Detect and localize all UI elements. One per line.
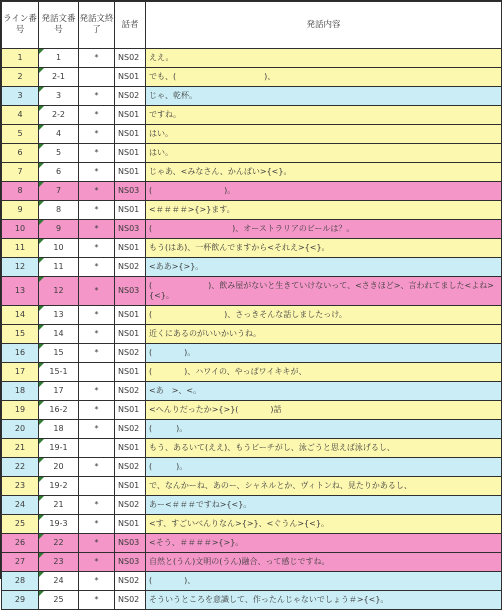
- utterance-content-cell: ですね。: [146, 106, 502, 125]
- line-number-cell: 24: [2, 496, 39, 515]
- speaker-cell: NS03: [115, 553, 146, 572]
- utterance-content-cell: <＃＃＃＃>{>}ます。: [146, 201, 502, 220]
- utterance-number-cell: [39, 49, 79, 68]
- utterance-number-text: 3: [55, 91, 62, 100]
- speaker-cell: NS01: [115, 144, 146, 163]
- utterance-content-cell: ( )、ハワイの、やっぱワイキキが、: [146, 363, 502, 382]
- cell-comment-marker-icon: [39, 420, 44, 425]
- utterance-end-cell: *: [79, 420, 115, 439]
- header-utterance-number: 発話文番号: [39, 2, 79, 49]
- utterance-content-cell: ( )。: [146, 420, 502, 439]
- utterance-number-cell: [39, 325, 79, 344]
- cell-comment-marker-icon: [39, 68, 44, 73]
- utterance-end-cell: *: [79, 572, 115, 591]
- utterance-number-text: 18: [53, 424, 64, 433]
- line-number-cell: 8: [2, 182, 39, 201]
- line-number-cell: 23: [2, 477, 39, 496]
- table-row: [2, 239, 502, 258]
- header-row: [2, 2, 502, 49]
- cell-comment-marker-icon: [39, 439, 44, 444]
- utterance-number-text: 23: [53, 557, 64, 566]
- table-row: [2, 439, 502, 458]
- table-row: [2, 68, 502, 87]
- utterance-number-text: 4: [55, 129, 62, 138]
- utterance-number-text: 22: [53, 538, 64, 547]
- utterance-end-cell: [79, 477, 115, 496]
- utterance-number-text: 19-2: [49, 481, 68, 490]
- table-row: [2, 382, 502, 401]
- utterance-number-cell: [39, 258, 79, 277]
- utterance-end-cell: *: [79, 182, 115, 201]
- line-number-cell: 14: [2, 306, 39, 325]
- utterance-content-cell: ( )。: [146, 182, 502, 201]
- utterance-end-cell: *: [79, 553, 115, 572]
- cell-comment-marker-icon: [39, 163, 44, 168]
- utterance-number-text: 20: [53, 462, 64, 471]
- utterance-number-cell: [39, 68, 79, 87]
- line-number-cell: 11: [2, 239, 39, 258]
- utterance-end-cell: *: [79, 344, 115, 363]
- speaker-cell: NS03: [115, 277, 146, 306]
- table-row: [2, 363, 502, 382]
- utterance-number-text: 2-1: [51, 72, 66, 81]
- utterance-number-cell: [39, 591, 79, 610]
- speaker-cell: NS01: [115, 439, 146, 458]
- utterance-number-cell: [39, 515, 79, 534]
- cell-comment-marker-icon: [39, 401, 44, 406]
- utterance-number-text: 1: [55, 53, 62, 62]
- line-number-cell: 4: [2, 106, 39, 125]
- table-row: [2, 201, 502, 220]
- line-number-cell: 10: [2, 220, 39, 239]
- utterance-end-cell: *: [79, 306, 115, 325]
- speaker-cell: NS01: [115, 401, 146, 420]
- utterance-end-cell: *: [79, 325, 115, 344]
- cell-comment-marker-icon: [39, 239, 44, 244]
- table-row: [2, 515, 502, 534]
- line-number-cell: 21: [2, 439, 39, 458]
- utterance-number-text: 12: [53, 286, 64, 295]
- utterance-content-cell: はい。: [146, 144, 502, 163]
- table-row: [2, 496, 502, 515]
- utterance-content-cell: ( )、さっきそんな話しましたっけ。: [146, 306, 502, 325]
- utterance-number-text: 21: [53, 500, 64, 509]
- line-number-cell: 3: [2, 87, 39, 106]
- table-row: [2, 477, 502, 496]
- cell-comment-marker-icon: [39, 458, 44, 463]
- utterance-end-cell: *: [79, 220, 115, 239]
- utterance-content-cell: でも、( )、: [146, 68, 502, 87]
- utterance-number-text: 19-1: [49, 443, 68, 452]
- table-body: [2, 49, 502, 610]
- line-number-cell: 19: [2, 401, 39, 420]
- cell-comment-marker-icon: [39, 496, 44, 501]
- utterance-content-cell: 近くにあるのがいいかいうね。: [146, 325, 502, 344]
- table-row: [2, 534, 502, 553]
- utterance-number-cell: [39, 496, 79, 515]
- line-number-cell: 17: [2, 363, 39, 382]
- line-number-cell: 12: [2, 258, 39, 277]
- utterance-number-text: 14: [53, 329, 64, 338]
- line-number-cell: 16: [2, 344, 39, 363]
- table-row: [2, 420, 502, 439]
- line-number-cell: 25: [2, 515, 39, 534]
- line-number-cell: 13: [2, 277, 39, 306]
- utterance-end-cell: [79, 363, 115, 382]
- cell-comment-marker-icon: [39, 201, 44, 206]
- cell-comment-marker-icon: [39, 220, 44, 225]
- speaker-cell: NS01: [115, 325, 146, 344]
- utterance-end-cell: *: [79, 201, 115, 220]
- line-number-cell: 6: [2, 144, 39, 163]
- cell-comment-marker-icon: [39, 382, 44, 387]
- utterance-number-cell: [39, 306, 79, 325]
- cell-comment-marker-icon: [39, 572, 44, 577]
- utterance-content-cell: そういうところを意識して、作ったんじゃないでしょう＃>{<}。: [146, 591, 502, 610]
- utterance-end-cell: *: [79, 125, 115, 144]
- utterance-end-cell: *: [79, 458, 115, 477]
- cell-comment-marker-icon: [39, 49, 44, 54]
- cell-comment-marker-icon: [39, 477, 44, 482]
- line-number-cell: 1: [2, 49, 39, 68]
- utterance-number-cell: [39, 239, 79, 258]
- utterance-number-text: 11: [53, 262, 64, 271]
- utterance-number-cell: [39, 363, 79, 382]
- utterance-end-cell: *: [79, 144, 115, 163]
- utterance-number-cell: [39, 87, 79, 106]
- utterance-end-cell: *: [79, 239, 115, 258]
- utterance-content-cell: ええ。: [146, 49, 502, 68]
- utterance-end-cell: *: [79, 591, 115, 610]
- utterance-number-cell: [39, 344, 79, 363]
- cell-comment-marker-icon: [39, 534, 44, 539]
- line-number-cell: 26: [2, 534, 39, 553]
- table-row: [2, 87, 502, 106]
- utterance-number-cell: [39, 534, 79, 553]
- utterance-content-cell: ( )。: [146, 344, 502, 363]
- cell-comment-marker-icon: [39, 144, 44, 149]
- utterance-number-cell: [39, 163, 79, 182]
- utterance-content-cell: ( )、飲み屋がないと生きていけないって、<さきほど>、言われてました<よね>{<}。: [146, 277, 502, 306]
- cell-comment-marker-icon: [39, 182, 44, 187]
- utterance-number-text: 16-2: [49, 405, 68, 414]
- utterance-content-cell: じゃ、乾杯。: [146, 87, 502, 106]
- utterance-number-text: 24: [53, 576, 64, 585]
- header-line-number: ライン番号: [2, 2, 39, 49]
- speaker-cell: NS01: [115, 125, 146, 144]
- cell-comment-marker-icon: [39, 591, 44, 596]
- line-number-cell: 15: [2, 325, 39, 344]
- speaker-cell: NS02: [115, 420, 146, 439]
- speaker-cell: NS03: [115, 534, 146, 553]
- table-header: [2, 2, 502, 49]
- speaker-cell: NS01: [115, 239, 146, 258]
- line-number-cell: 29: [2, 591, 39, 610]
- speaker-cell: NS02: [115, 572, 146, 591]
- utterance-number-text: 15-1: [49, 367, 68, 376]
- utterance-number-text: 15: [53, 348, 64, 357]
- table-row: [2, 49, 502, 68]
- utterance-content-cell: で、なんかーね、あのー、シャネルとか、ヴィトンね、見たりかあるし、: [146, 477, 502, 496]
- table-row: [2, 106, 502, 125]
- utterance-content-cell: <そう、＃＃＃＃>{>}。: [146, 534, 502, 553]
- speaker-cell: NS02: [115, 344, 146, 363]
- cell-comment-marker-icon: [39, 106, 44, 111]
- utterance-end-cell: *: [79, 163, 115, 182]
- table-row: [2, 258, 502, 277]
- utterance-content-cell: ( )、: [146, 572, 502, 591]
- line-number-cell: 20: [2, 420, 39, 439]
- table-row: [2, 277, 502, 306]
- utterance-number-cell: [39, 458, 79, 477]
- cell-comment-marker-icon: [39, 515, 44, 520]
- speaker-cell: NS03: [115, 220, 146, 239]
- utterance-content-cell: <へんりだったか>{>}( )話: [146, 401, 502, 420]
- line-number-cell: 5: [2, 125, 39, 144]
- utterance-number-cell: [39, 439, 79, 458]
- utterance-end-cell: *: [79, 87, 115, 106]
- utterance-number-text: 13: [53, 310, 64, 319]
- utterance-content-cell: <す、すごいべんりなん>{>}、<ぐうん>{<}。: [146, 515, 502, 534]
- utterance-content-cell: ( )、オーストラリアのビールは？。: [146, 220, 502, 239]
- utterance-content-cell: あー<＃＃＃ですね>{<}。: [146, 496, 502, 515]
- table-row: [2, 572, 502, 591]
- utterance-number-cell: [39, 401, 79, 420]
- utterance-content-cell: はい。: [146, 125, 502, 144]
- table-row: [2, 458, 502, 477]
- utterance-end-cell: *: [79, 496, 115, 515]
- utterance-number-cell: [39, 477, 79, 496]
- utterance-content-cell: じゃあ、<みなさん、かんぱい>{<}。: [146, 163, 502, 182]
- speaker-cell: NS01: [115, 306, 146, 325]
- table-row: [2, 306, 502, 325]
- utterance-number-cell: [39, 572, 79, 591]
- header-utterance-end: 発話文終了: [79, 2, 115, 49]
- utterance-content-cell: ( )。: [146, 458, 502, 477]
- utterance-number-text: 6: [55, 167, 62, 176]
- utterance-content-cell: もう(はあ)、一杯飲んでますから<それえ>{<}。: [146, 239, 502, 258]
- table-row: [2, 344, 502, 363]
- speaker-cell: NS01: [115, 163, 146, 182]
- speaker-cell: NS01: [115, 106, 146, 125]
- utterance-number-text: 10: [53, 243, 64, 252]
- utterance-end-cell: *: [79, 401, 115, 420]
- speaker-cell: NS02: [115, 258, 146, 277]
- table-row: [2, 163, 502, 182]
- utterance-number-cell: [39, 553, 79, 572]
- cell-comment-marker-icon: [39, 306, 44, 311]
- utterance-number-cell: [39, 420, 79, 439]
- table-row: [2, 401, 502, 420]
- utterance-end-cell: *: [79, 382, 115, 401]
- utterance-number-cell: [39, 106, 79, 125]
- utterance-number-text: 17: [53, 386, 64, 395]
- speaker-cell: NS02: [115, 496, 146, 515]
- speaker-cell: NS02: [115, 382, 146, 401]
- speaker-cell: NS01: [115, 515, 146, 534]
- line-number-cell: 7: [2, 163, 39, 182]
- utterance-content-cell: <ああ>{>}。: [146, 258, 502, 277]
- header-utterance-content: 発話内容: [146, 2, 502, 49]
- utterance-number-cell: [39, 182, 79, 201]
- utterance-end-cell: *: [79, 534, 115, 553]
- utterance-number-text: 5: [55, 148, 62, 157]
- utterance-number-cell: [39, 277, 79, 306]
- utterance-end-cell: [79, 68, 115, 87]
- utterance-number-cell: [39, 201, 79, 220]
- utterance-end-cell: *: [79, 258, 115, 277]
- table-row: [2, 553, 502, 572]
- utterance-content-cell: 自然と(うん)文明の(うん)融合、って感じですね。: [146, 553, 502, 572]
- utterance-number-cell: [39, 125, 79, 144]
- table-row: [2, 220, 502, 239]
- cell-comment-marker-icon: [39, 344, 44, 349]
- utterance-number-text: 25: [53, 595, 64, 604]
- speaker-cell: NS02: [115, 49, 146, 68]
- cell-comment-marker-icon: [39, 87, 44, 92]
- line-number-cell: 2: [2, 68, 39, 87]
- cell-comment-marker-icon: [39, 258, 44, 263]
- speaker-cell: NS01: [115, 201, 146, 220]
- utterance-number-text: 8: [55, 205, 62, 214]
- utterance-number-text: 7: [55, 186, 62, 195]
- table-row: [2, 125, 502, 144]
- speaker-cell: NS01: [115, 68, 146, 87]
- utterance-end-cell: *: [79, 49, 115, 68]
- utterance-content-cell: <あ >、<。: [146, 382, 502, 401]
- utterance-number-cell: [39, 382, 79, 401]
- table-row: [2, 182, 502, 201]
- utterance-number-cell: [39, 220, 79, 239]
- cell-comment-marker-icon: [39, 125, 44, 130]
- utterance-number-text: 9: [55, 224, 62, 233]
- speaker-cell: NS01: [115, 477, 146, 496]
- utterance-end-cell: *: [79, 106, 115, 125]
- utterance-end-cell: [79, 439, 115, 458]
- utterance-end-cell: *: [79, 277, 115, 306]
- cell-comment-marker-icon: [39, 553, 44, 558]
- table-row: [2, 144, 502, 163]
- utterance-number-cell: [39, 144, 79, 163]
- speaker-cell: NS02: [115, 458, 146, 477]
- cell-comment-marker-icon: [39, 325, 44, 330]
- speaker-cell: NS02: [115, 87, 146, 106]
- line-number-cell: 9: [2, 201, 39, 220]
- table-row: [2, 591, 502, 610]
- line-number-cell: 22: [2, 458, 39, 477]
- speaker-cell: NS01: [115, 363, 146, 382]
- speaker-cell: NS03: [115, 182, 146, 201]
- utterance-end-cell: *: [79, 515, 115, 534]
- line-number-cell: 18: [2, 382, 39, 401]
- cell-comment-marker-icon: [39, 363, 44, 368]
- utterance-content-cell: もう、あるいて(ええ)、もうビーチがし、泳ごうと思えば泳げるし、: [146, 439, 502, 458]
- line-number-cell: 27: [2, 553, 39, 572]
- speaker-cell: NS02: [115, 591, 146, 610]
- header-speaker: 話者: [115, 2, 146, 49]
- table-row: [2, 325, 502, 344]
- utterance-number-text: 2-2: [51, 110, 66, 119]
- transcript-table: [1, 1, 502, 610]
- utterance-number-text: 19-3: [49, 519, 68, 528]
- line-number-cell: 28: [2, 572, 39, 591]
- cell-comment-marker-icon: [39, 277, 44, 282]
